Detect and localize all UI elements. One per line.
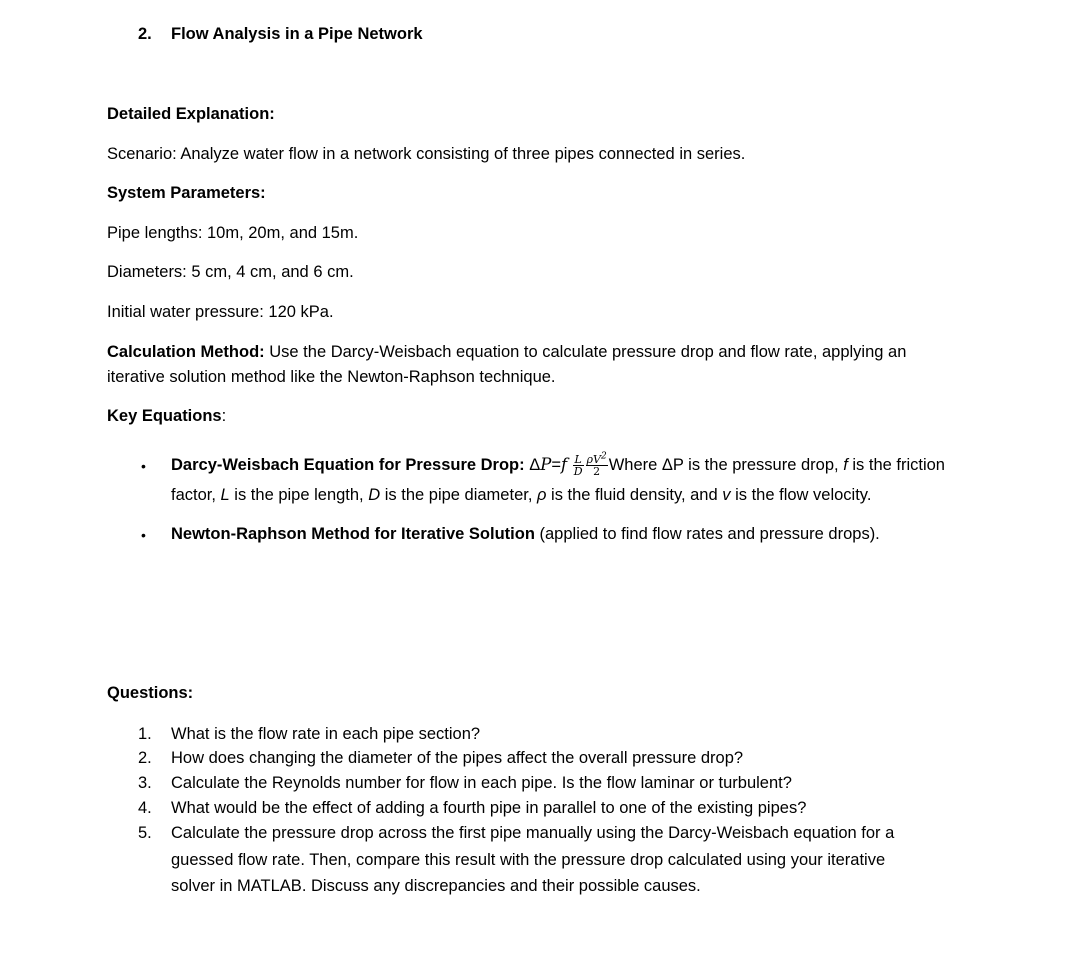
calculation-method-line1 <box>107 342 906 362</box>
fraction-l-over-d: $\frac{L}{D}$ <box>573 453 583 479</box>
question-text: What is the flow rate in each pipe section? <box>171 725 481 743</box>
darcy-weisbach-label: Darcy-Weisbach Equation for Pressure Drop: <box>171 456 525 474</box>
equation-item-line1 <box>171 450 945 480</box>
system-parameters-heading: System Parameters: <box>107 184 266 202</box>
newton-raphson-label: Newton-Raphson Method for Iterative Solution <box>171 525 535 543</box>
equation-f: f <box>561 455 568 474</box>
var-l: L <box>220 486 230 504</box>
questions-heading: Questions: <box>107 684 194 702</box>
var-v: v <box>722 486 731 504</box>
newton-raphson-item <box>171 524 880 544</box>
question-text: How does changing the diameter of the pipes affect the overall pressure drop? <box>171 749 744 767</box>
key-equations-heading: Key Equations <box>107 407 222 425</box>
var-d: D <box>368 486 381 504</box>
key-equations-colon: : <box>221 407 227 425</box>
question-number: 2. <box>138 749 152 767</box>
equation-equals: = <box>551 456 561 474</box>
newton-raphson-text: (applied to find flow rates and pressure drops). <box>534 525 880 543</box>
initial-pressure-text: Initial water pressure: 120 kPa. <box>107 303 334 321</box>
var-f: f <box>843 456 848 474</box>
question-text: Calculate the Reynolds number for flow in each pipe. Is the flow laminar or turbulent? <box>171 774 792 792</box>
detailed-explanation-heading: Detailed Explanation: <box>107 105 275 123</box>
equation-delta-p: ΔP <box>529 455 552 474</box>
question-text: Calculate the pressure drop across the first pipe manually using the Darcy-Weisbach equation for a <box>171 824 895 842</box>
diameters-text: Diameters: 5 cm, 4 cm, and 6 cm. <box>107 263 354 281</box>
var-rho: ρ <box>537 486 547 504</box>
section-number: 2. <box>138 25 152 43</box>
bullet-icon: • <box>141 458 146 474</box>
section-title: Flow Analysis in a Pipe Network <box>171 25 423 43</box>
question-number: 3. <box>138 774 152 792</box>
equation-item-line2: factor, L is the pipe length, D is the pipe diameter, ρ is the fluid density, and v is the flow velocity. <box>171 486 872 504</box>
equation-friction-text: is the friction <box>847 456 945 474</box>
calculation-method-line2: iterative solution method like the Newton-Raphson technique. <box>107 368 556 386</box>
question-text: guessed flow rate. Then, compare this result with the pressure drop calculated using your iterative <box>171 851 886 869</box>
question-number: 1. <box>138 725 152 743</box>
pipe-lengths-text: Pipe lengths: 10m, 20m, and 15m. <box>107 224 359 242</box>
scenario-text: Scenario: Analyze water flow in a network consisting of three pipes connected in series. <box>107 145 746 163</box>
question-number: 4. <box>138 799 152 817</box>
key-equations-heading-line <box>107 406 226 426</box>
calculation-method-text: Use the Darcy-Weisbach equation to calculate pressure drop and flow rate, applying an <box>264 343 907 361</box>
calculation-method-label: Calculation Method: <box>107 343 265 361</box>
bullet-icon: • <box>141 527 146 543</box>
fraction-rho-v2-over-2: $\frac{\rho V^2}{2}$ <box>586 451 607 479</box>
question-number: 5. <box>138 824 152 842</box>
question-text: solver in MATLAB. Discuss any discrepancies and their possible causes. <box>171 877 701 895</box>
question-text: What would be the effect of adding a fourth pipe in parallel to one of the existing pipes? <box>171 799 807 817</box>
equation-where-text: Where ΔP is the pressure drop, <box>608 456 844 474</box>
